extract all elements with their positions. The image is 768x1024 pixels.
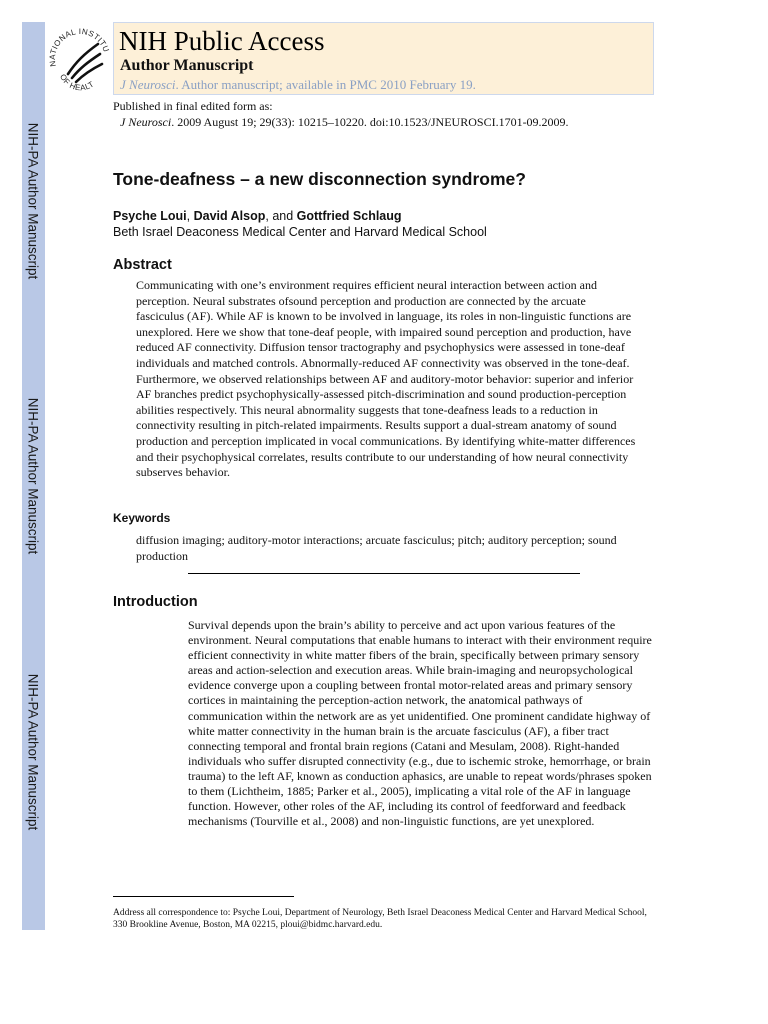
abstract-heading: Abstract: [113, 257, 172, 273]
citation-details: . 2009 August 19; 29(33): 10215–10220. doi:10.1523/JNEUROSCI.1701-09.2009.: [171, 115, 569, 129]
affiliation: Beth Israel Deaconess Medical Center and Harvard Medical School: [113, 225, 487, 239]
availability-line: [120, 77, 476, 93]
availability-journal: J Neurosci: [120, 77, 176, 92]
hhs-eagle-icon: [68, 44, 102, 82]
section-divider: [188, 573, 580, 574]
citation-journal: J Neurosci: [120, 115, 172, 129]
keywords-text: diffusion imaging; auditory-motor interactions; arcuate fasciculus; pitch; auditory perception; sound production: [136, 533, 617, 563]
author-name: Psyche Loui: [113, 209, 187, 223]
availability-text: . Author manuscript; available in PMC 2010 February 19.: [175, 77, 476, 92]
nih-public-access-title: NIH Public Access: [119, 26, 325, 56]
author-sep: , and: [265, 209, 297, 223]
nih-logo: [46, 22, 112, 96]
introduction-text: Survival depends upon the brain’s ability to perceive and act upon various features of the environment. Neural computations that enable humans to interact with their environment require efficient connectivity in white matter fibers of the brain, specifically between primary sensory areas and action-selection and execution areas. While brain-imaging and neuropsychological evidence converge upon a coupling between frontal motor-related areas and primary sensory cortices in maintaining the perception-action network, the anatomical pathways of communication within the network are as yet unidentified. One prominent candidate highway of white matter connectivity in the human brain is the arcuate fasciculus (AF), a fiber tract connecting temporal and frontal brain regions (Catani and Mesulam, 2008). Right-handed individuals who suffer disrupted connectivity (e.g., due to ischemic stroke, hemorrhage, or brain trauma) to the left AF, known as conduction aphasics, are unable to repeat words/phrases spoken to them (Lichtheim, 1885; Parker et al., 2005), implicating a vital role of the AF in language function. However, other roles of the AF, including its control of feedforward and feedback mechanisms (Tourville et al., 2008) and non-linguistic functions, are yet unexplored.: [188, 618, 652, 829]
citation-line: [120, 115, 569, 130]
footnote-divider: [113, 896, 294, 897]
introduction-heading: Introduction: [113, 594, 198, 610]
logo-top-text: NATIONAL INSTITU: [47, 26, 111, 68]
published-label: Published in final edited form as:: [113, 99, 273, 113]
correspondence-footnote: Address all correspondence to: Psyche Loui, Department of Neurology, Beth Israel Deaconess Medical Center and Harvard Medical School, 330 Brookline Avenue, Boston, MA 02215, ploui@bidmc.harvard.edu.: [113, 908, 647, 930]
author-name: Gottfried Schlaug: [296, 209, 402, 223]
author-list: [113, 208, 402, 224]
keywords-heading: Keywords: [113, 511, 171, 525]
paper-title: Tone-deafness – a new disconnection syndrome?: [113, 169, 526, 189]
author-manuscript-label: Author Manuscript: [120, 57, 254, 74]
nih-header-banner: [113, 22, 654, 95]
logo-bottom-text: OF HEALT: [58, 72, 96, 93]
author-name: David Alsop: [193, 209, 266, 223]
abstract-text: Communicating with one’s environment requires efficient neural interaction between action and perception. Neural substrates ofsound perception and production are connected by the arcuate fasciculus (AF). While AF is known to be involved in language, its roles in non-linguistic functions are unexplored. Here we show that tone-deaf people, with impaired sound perception and production, have reduced AF connectivity. Diffusion tensor tractography and psychophysics were assessed in tone-deaf individuals and matched controls. Abnormally-reduced AF connectivity was observed in the tone-deaf. Furthermore, we observed relationships between AF and auditory-motor behavior: superior and inferior AF branches predict psychophysically-assessed pitch-discrimination and sound production-perception abilities respectively. This neural abnormality suggests that tone-deafness leads to a reduction in connectivity resulting in pitch-related impairments. Results support a dual-stream anatomy of sound production and perception implicated in vocal communications. By identifying white-matter differences and their psychophysical correlates, results contribute to our understanding of how neural connectivity subserves behavior.: [136, 278, 636, 480]
author-sep: ,: [186, 209, 194, 223]
